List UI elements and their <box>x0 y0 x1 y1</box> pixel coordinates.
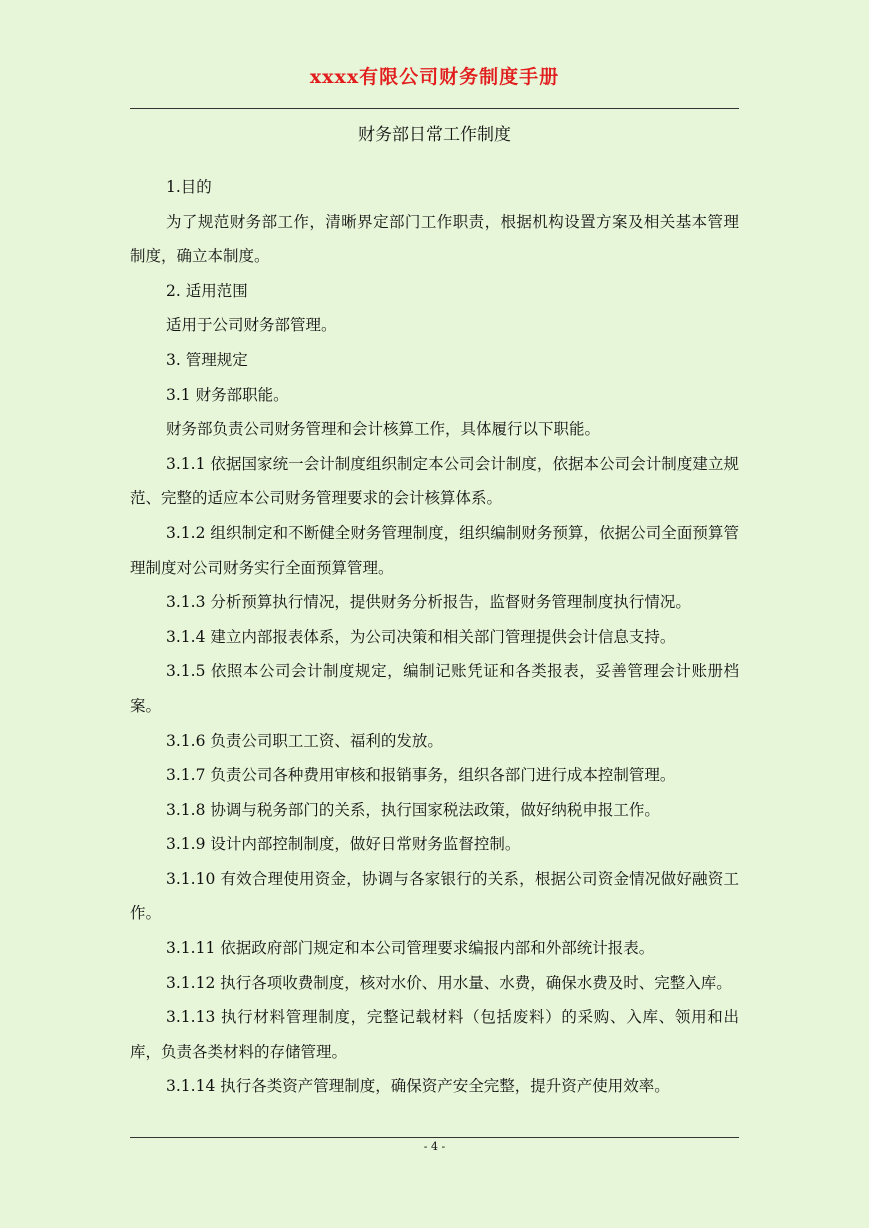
clause-3-1-3: 3.1.3 分析预算执行情况，提供财务分析报告，监督财务管理制度执行情况。 <box>166 593 691 612</box>
clause-3-1-5: 3.1.5 依照本公司会计制度规定，编制记账凭证和各类报表，妥善管理会计账册档案。 <box>130 662 739 715</box>
clause-3-1-1: 3.1.1 依据国家统一会计制度组织制定本公司会计制度，依据本公司会计制度建立规范、完整的适应本公司财务管理要求的会计核算体系。 <box>130 454 739 508</box>
clause-3-1-4: 3.1.4 建立内部报表体系，为公司决策和相关部门管理提供会计信息支持。 <box>166 627 676 646</box>
functions-intro-paragraph: 财务部负责公司财务管理和会计核算工作，具体履行以下职能。 <box>166 420 601 439</box>
scope-paragraph: 适用于公司财务部管理。 <box>166 316 337 335</box>
purpose-paragraph: 为了规范财务部工作，清晰界定部门工作职责，根据机构设置方案及相关基本管理制度，确立本制度。 <box>130 212 739 266</box>
clause-3-1-14: 3.1.14 执行各类资产管理制度，确保资产安全完整，提升资产使用效率。 <box>166 1077 670 1096</box>
subsection-functions-heading: 3.1 财务部职能。 <box>166 385 289 404</box>
header-divider <box>130 108 739 109</box>
section-rules-heading: 3. 管理规定 <box>166 350 248 369</box>
page-number: - 4 - <box>423 1140 446 1153</box>
page-title: 财务部日常工作制度 <box>358 125 511 145</box>
clause-3-1-9: 3.1.9 设计内部控制制度，做好日常财务监督控制。 <box>166 835 521 854</box>
clause-3-1-6: 3.1.6 负责公司职工工资、福利的发放。 <box>166 731 443 750</box>
clause-3-1-12: 3.1.12 执行各项收费制度，核对水价、用水量、水费，确保水费及时、完整入库。 <box>166 973 732 992</box>
section-scope-heading: 2. 适用范围 <box>166 281 248 300</box>
clause-3-1-10: 3.1.10 有效合理使用资金，协调与各家银行的关系，根据公司资金情况做好融资工作。 <box>130 869 739 923</box>
clause-3-1-7: 3.1.7 负责公司各种费用审核和报销事务，组织各部门进行成本控制管理。 <box>166 766 676 785</box>
document-body <box>130 170 739 1104</box>
footer-divider <box>130 1137 739 1138</box>
document-header-title: xxxx有限公司财务制度手册 <box>309 66 560 88</box>
clause-3-1-8: 3.1.8 协调与税务部门的关系，执行国家税法政策，做好纳税申报工作。 <box>166 800 660 819</box>
section-purpose-heading: 1.目的 <box>166 178 212 196</box>
clause-3-1-2: 3.1.2 组织制定和不断健全财务管理制度，组织编制财务预算，依据公司全面预算管理制度对公司财务实行全面预算管理。 <box>130 523 739 577</box>
clause-3-1-11: 3.1.11 依据政府部门规定和本公司管理要求编报内部和外部统计报表。 <box>166 939 655 958</box>
clause-3-1-13: 3.1.13 执行材料管理制度，完整记载材料（包括废料）的采购、入库、领用和出库，负责各类材料的存储管理。 <box>130 1008 739 1061</box>
